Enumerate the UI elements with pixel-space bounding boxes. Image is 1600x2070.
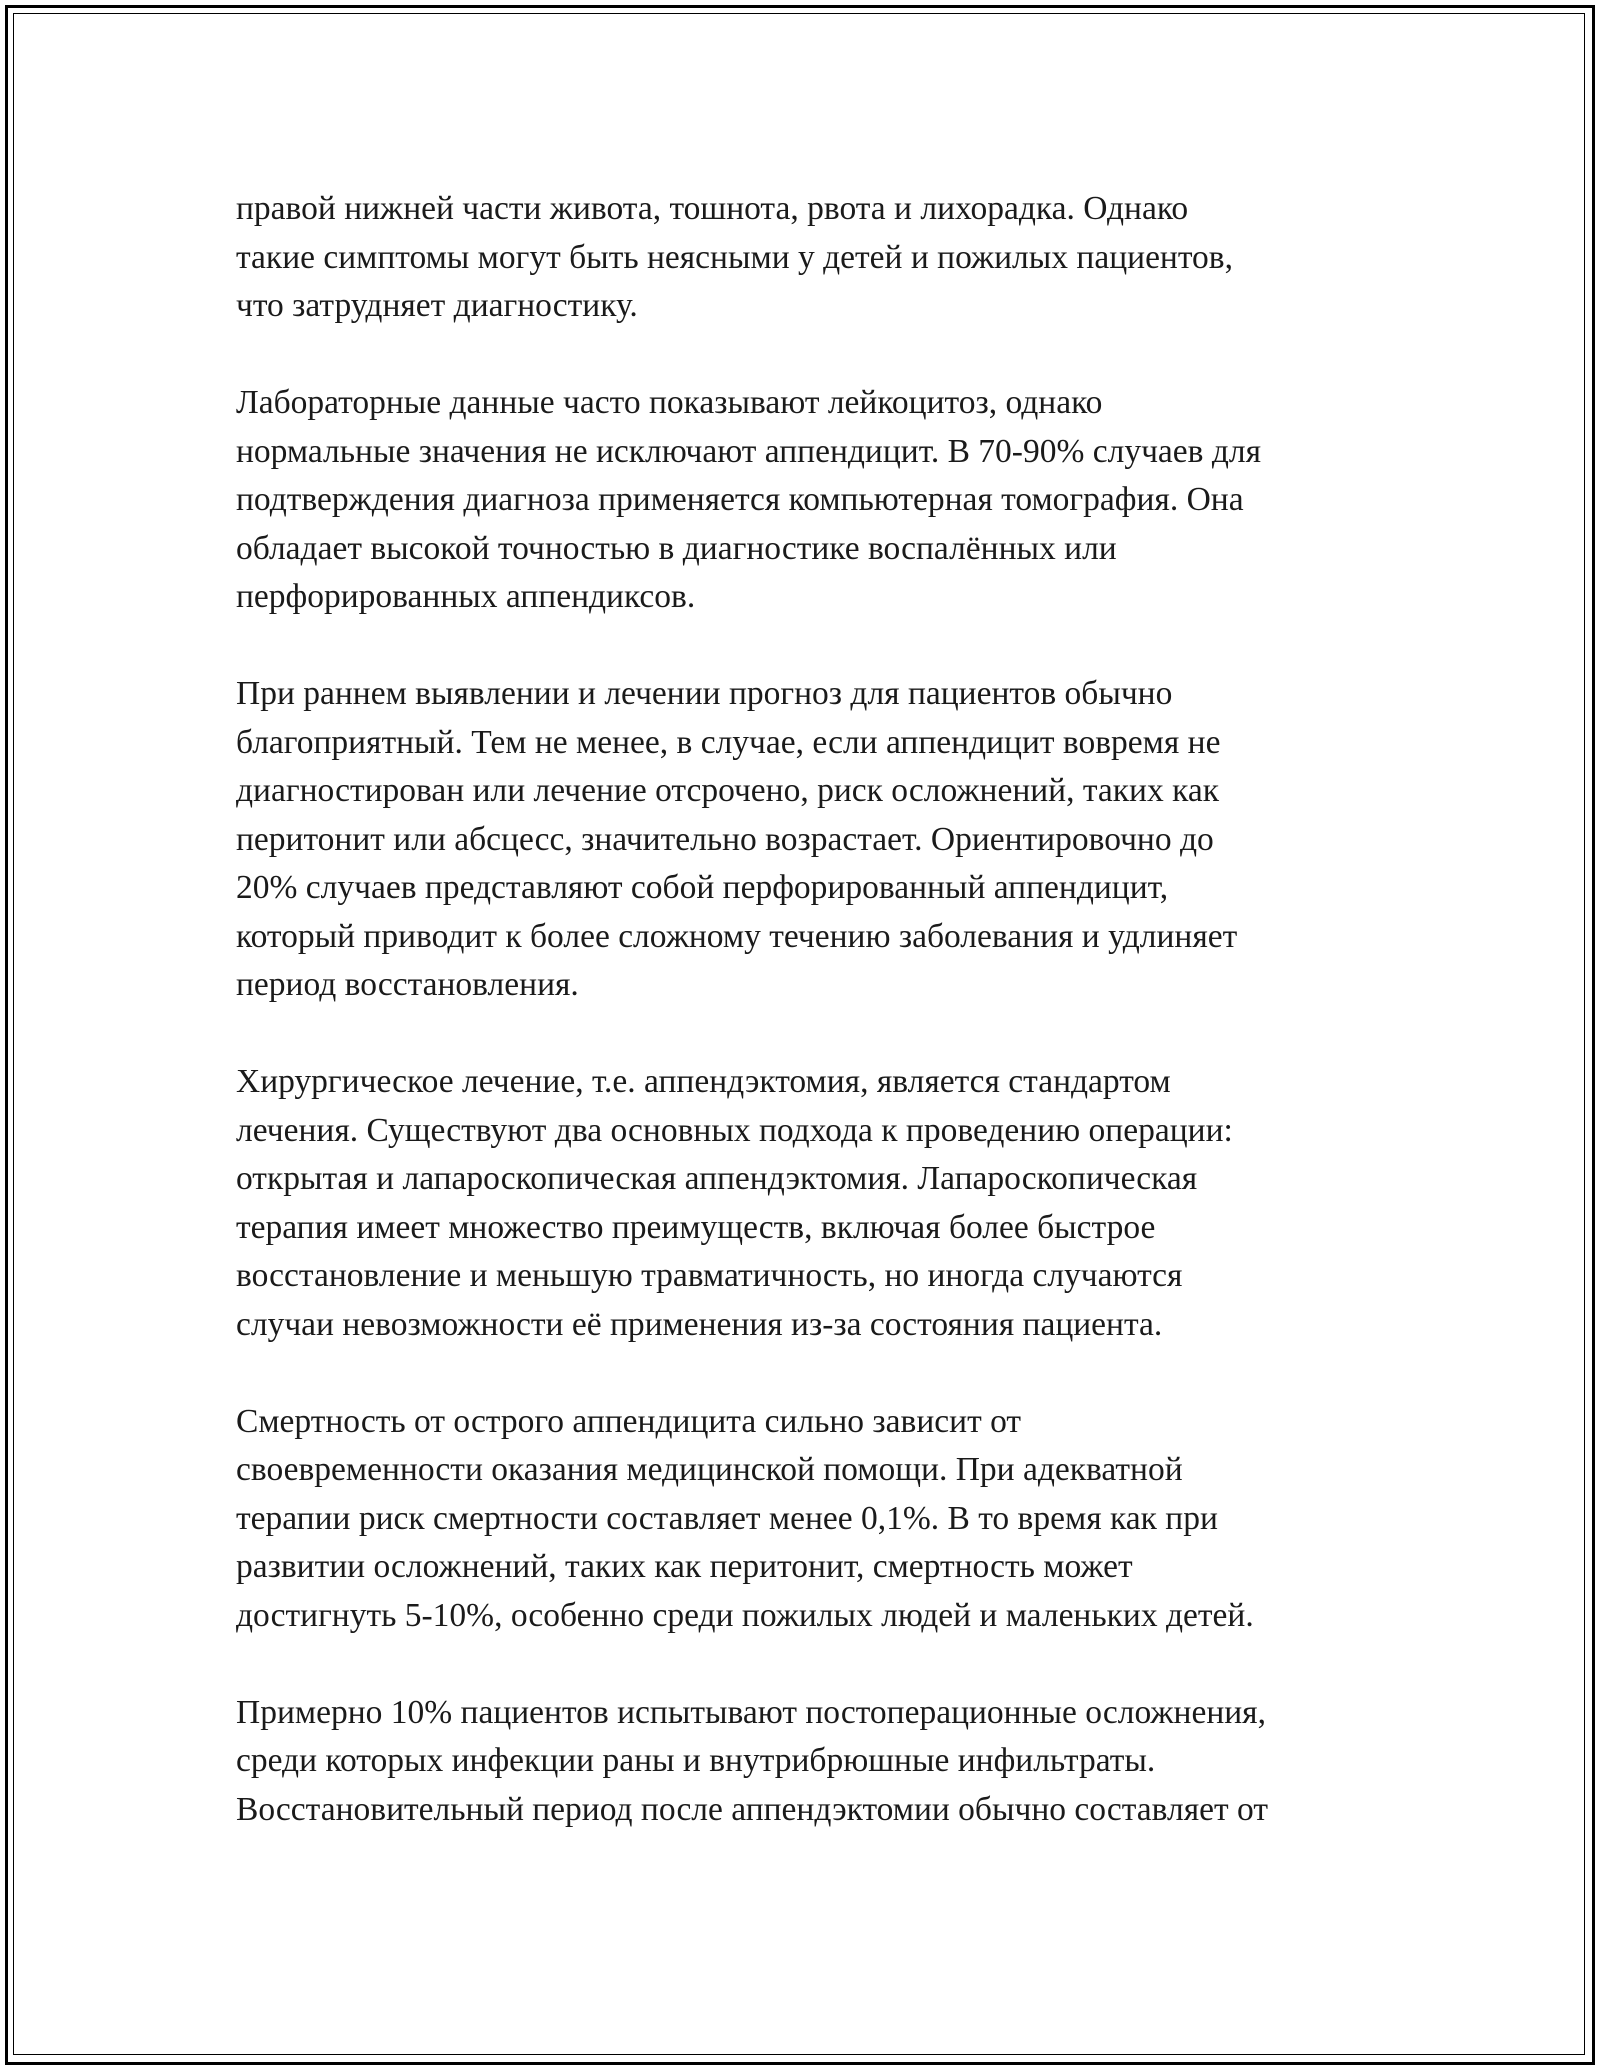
text-line: лечения. Существуют два основных подхода к проведению операции: [236, 1111, 1233, 1149]
text-line: открытая и лапароскопическая аппендэктомия. Лапароскопическая [236, 1160, 1198, 1197]
text-line: восстановление и меньшую травматичность, но иногда случаются [236, 1257, 1183, 1294]
text-line: среди которых инфекции раны и внутрибрюшные инфильтраты. [236, 1742, 1156, 1779]
text-line: случаи невозможности её применения из-за состояния пациента. [236, 1305, 1163, 1343]
text-line: который приводит к более сложному течению заболевания и удлиняет [236, 917, 1238, 955]
text-line: обладает высокой точностью в диагностике воспалённых или [236, 529, 1117, 567]
document-body [236, 185, 1376, 1834]
text-line: развитии осложнений, таких как перитонит, смертность может [236, 1548, 1133, 1585]
text-line: благоприятный. Тем не менее, в случае, если аппендицит вовремя не [236, 723, 1221, 761]
text-line: терапии риск смертности составляет менее 0,1%. В то время как при [236, 1499, 1218, 1537]
paragraph [236, 185, 1376, 331]
text-line: 20% случаев представляют собой перфорированный аппендицит, [236, 869, 1169, 906]
text-line: терапия имеет множество преимуществ, включая более быстрое [236, 1208, 1156, 1246]
text-line: перфорированных аппендиксов. [236, 578, 696, 615]
text-line: Смертность от острого аппендицита сильно зависит от [236, 1402, 1022, 1440]
text-line: достигнуть 5-10%, особенно среди пожилых людей и маленьких детей. [236, 1596, 1254, 1634]
text-line: Примерно 10% пациентов испытывают постоперационные осложнения, [236, 1693, 1266, 1731]
text-line: своевременности оказания медицинской помощи. При адекватной [236, 1451, 1183, 1488]
text-line: диагностирован или лечение отсрочено, риск осложнений, таких как [236, 772, 1220, 809]
text-line: такие симптомы могут быть неясными у детей и пожилых пациентов, [236, 238, 1234, 276]
text-line: подтверждения диагноза применяется компьютерная томография. Она [236, 481, 1244, 518]
text-line: правой нижней части живота, тошнота, рвота и лихорадка. Однако [236, 190, 1189, 227]
paragraph [236, 1689, 1376, 1835]
text-line: нормальные значения не исключают аппендицит. В 70-90% случаев для [236, 432, 1262, 470]
paragraph [236, 379, 1376, 622]
text-line: что затрудняет диагностику. [236, 287, 638, 324]
text-line: Лабораторные данные часто показывают лейкоцитоз, однако [236, 384, 1103, 421]
paragraph [236, 1398, 1376, 1641]
text-line: Восстановительный период после аппендэктомии обычно составляет от [236, 1790, 1268, 1828]
text-line: период восстановления. [236, 966, 579, 1003]
text-line: При раннем выявлении и лечении прогноз для пациентов обычно [236, 675, 1173, 712]
text-line: перитонит или абсцесс, значительно возрастает. Ориентировочно до [236, 820, 1214, 858]
paragraph [236, 670, 1376, 1010]
paragraph [236, 1058, 1376, 1349]
text-line: Хирургическое лечение, т.е. аппендэктомия, является стандартом [236, 1063, 1171, 1100]
